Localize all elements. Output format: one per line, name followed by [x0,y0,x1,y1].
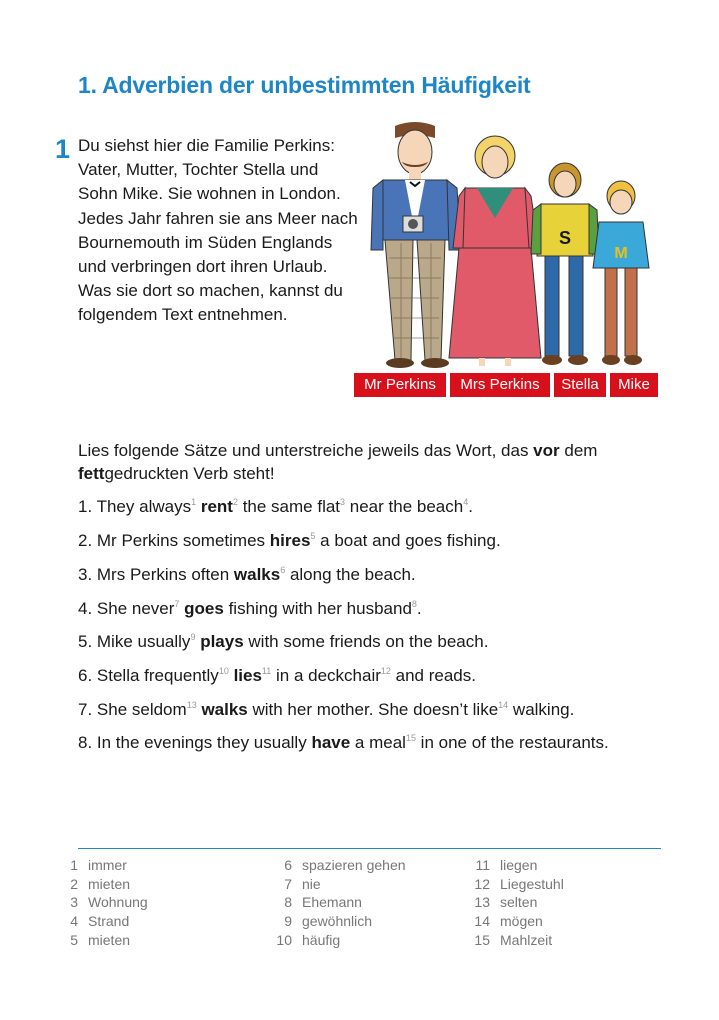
instruction [78,439,678,485]
sentence-text: near the beach [345,497,464,516]
footnote-number: 3 [340,497,346,507]
bold-verb: have [311,733,351,752]
label-mike: Mike [610,373,658,397]
glossary-item [474,876,564,892]
bold-verb: lies [233,666,262,685]
mike-figure [593,181,649,365]
instruction-bold: vor [533,441,560,460]
glossary-word: mieten [88,876,131,892]
footnote-number: 14 [498,700,509,710]
glossary-word: Wohnung [88,894,148,910]
glossary-item [276,857,406,873]
sentence-text: . [416,599,422,618]
sentence-text: 4. She never [78,599,175,618]
intro-line: folgendem Text entnehmen. [78,305,288,325]
sentence-text: 3. Mrs Perkins often [78,565,234,584]
sentence-text: 6. Stella frequently [78,666,219,685]
sentence [78,565,416,585]
glossary-item [474,913,543,929]
page-title: 1. Adverbien der unbestimmten Häufigkeit [78,72,531,98]
glossary-item [276,913,372,929]
glossary-word: mieten [88,932,131,948]
sentence [78,666,476,686]
glossary-word: nie [302,876,321,892]
glossary-number: 2 [70,876,78,892]
intro-line: Was sie dort so machen, kannst du [78,281,343,301]
label-mrs-perkins: Mrs Perkins [450,373,550,397]
instruction-bold: fett [78,464,105,483]
bold-verb: goes [184,599,224,618]
sentence-text: 5. Mike usually [78,632,191,651]
glossary-word: Liegestuhl [500,876,564,892]
sentence-text: 8. In the evenings they usually [78,733,312,752]
footnote-number: 2 [232,497,238,507]
glossary-number: 11 [475,857,490,873]
bold-verb: hires [269,531,311,550]
footnote-number: 11 [261,666,272,676]
sentence [78,632,488,652]
sentence-text: in a deckchair [271,666,381,685]
footnote-number: 15 [405,733,416,743]
glossary-item [474,894,537,910]
glossary-word: spazieren gehen [302,857,406,873]
sentence-text: a boat and goes fishing. [315,531,501,550]
glossary-word: mögen [500,913,543,929]
glossary-word: Strand [88,913,130,929]
bold-verb: walks [201,700,248,719]
stella-shirt-letter: S [558,228,572,248]
intro-line: Bournemouth im Süden Englands [78,232,333,252]
glossary-word: immer [88,857,127,873]
bold-verb: walks [233,565,281,584]
instruction-text: gedruckten Verb steht! [104,464,275,483]
intro-line: Jedes Jahr fahren sie ans Meer nach [78,208,358,228]
glossary-number: 7 [284,876,292,892]
footnote-number: 9 [190,632,196,642]
glossary-number: 4 [70,913,78,929]
footnote-number: 6 [280,565,286,575]
sentence-text: 7. She seldom [78,700,187,719]
glossary-item [276,876,321,892]
sentence-text: the same flat [237,497,341,516]
sentence [78,497,473,517]
mr-perkins-figure [371,122,461,368]
glossary-number: 9 [284,913,292,929]
glossary-item [276,894,362,910]
sentence [78,700,574,720]
glossary-item [62,932,130,948]
footnote-number: 4 [463,497,469,507]
sentence-text: . [468,497,473,516]
mrs-perkins-figure [449,136,541,366]
footnote-number: 8 [411,599,417,609]
glossary-number: 8 [284,894,292,910]
glossary-item [62,894,148,910]
intro-line: und verbringen dort ihren Urlaub. [78,257,328,277]
footnote-number: 7 [174,599,180,609]
glossary-item [62,857,127,873]
glossary-word: liegen [500,857,538,873]
glossary-item [474,932,552,948]
glossary-number: 5 [70,932,78,948]
sentence-text: 1. They always [78,497,192,516]
sentence [78,531,501,551]
instruction-text: Lies folgende Sätze und unterstreiche jeweils das Wort, das [78,441,534,460]
glossary-word: selten [500,894,538,910]
glossary-word: Ehemann [302,894,362,910]
exercise-number: 1 [55,134,71,164]
intro-text [78,134,368,328]
glossary-divider [78,848,661,849]
glossary-word: Mahlzeit [500,932,553,948]
intro-line: Sohn Mike. Sie wohnen in London. [78,184,341,204]
sentence-text: walking. [508,700,575,719]
sentence-text: with some friends on the beach. [243,632,489,651]
glossary-number: 10 [276,932,292,948]
sentence-text: 2. Mr Perkins sometimes [78,531,270,550]
glossary-word: gewöhnlich [302,913,373,929]
glossary-item [62,876,130,892]
footnote-number: 5 [310,531,316,541]
sentence-text: along the beach. [285,565,416,584]
glossary-item [276,932,340,948]
footnote-number: 12 [380,666,391,676]
perkins-family-illustration [355,118,660,373]
instruction-text: dem [559,441,598,460]
label-stella: Stella [554,373,606,397]
label-mr-perkins: Mr Perkins [354,373,446,397]
footnote-number: 1 [191,497,197,507]
stella-figure [531,163,599,365]
sentence-text: in one of the restaurants. [415,733,609,752]
glossary-number: 6 [284,857,292,873]
glossary-item [474,857,537,873]
glossary-word: häufig [302,932,341,948]
sentence-text: with her mother. She doesn’t like [247,700,499,719]
footnote-number: 10 [218,666,229,676]
intro-line: Vater, Mutter, Tochter Stella und [78,160,319,180]
sentence-text: fishing with her husband [223,599,412,618]
glossary-number: 14 [474,913,490,929]
glossary-number: 12 [474,876,490,892]
sentence-text: a meal [350,733,406,752]
mike-shirt-letter: M [614,245,628,262]
intro-line: Du siehst hier die Familie Perkins: [78,136,335,155]
glossary-number: 15 [474,932,490,948]
bold-verb: plays [200,632,244,651]
glossary-number: 3 [70,894,78,910]
bold-verb: rent [200,497,233,516]
glossary-number: 13 [474,894,490,910]
footnote-number: 13 [186,700,197,710]
sentence-text: and reads. [390,666,476,685]
glossary-item [62,913,129,929]
sentence [78,733,609,753]
sentence [78,599,422,619]
glossary-number: 1 [70,857,78,873]
